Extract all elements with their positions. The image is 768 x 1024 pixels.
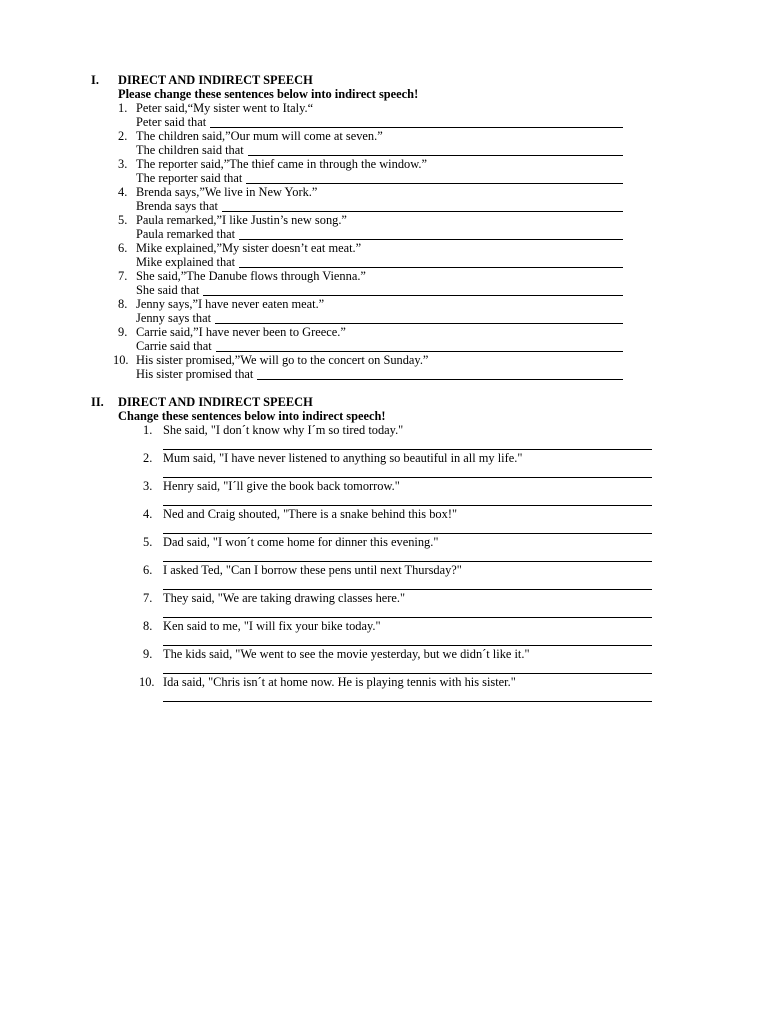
section-2-instruction: Change these sentences below into indirect speech!: [118, 409, 386, 423]
direct-speech-sentence: She said,”The Danube flows through Vienna.”: [136, 269, 366, 283]
answer-prompt: Carrie said that: [136, 339, 212, 353]
answer-prompt: The children said that: [136, 143, 244, 157]
answer-line[interactable]: [163, 589, 652, 590]
section-1-instruction: Please change these sentences below into indirect speech!: [118, 87, 419, 101]
answer-prompt: Jenny says that: [136, 311, 212, 325]
section-1-numeral: I.: [91, 73, 99, 87]
direct-speech-sentence: The kids said, "We went to see the movie yesterday, but we didn´t like it.": [163, 647, 530, 661]
item-number: 5.: [143, 535, 153, 549]
item-number: 2.: [118, 129, 128, 143]
answer-line[interactable]: [163, 449, 652, 450]
direct-speech-sentence: Jenny says,”I have never eaten meat.”: [136, 297, 325, 311]
item-number: 10.: [139, 675, 155, 689]
direct-speech-sentence: Carrie said,”I have never been to Greece.”: [136, 325, 346, 339]
direct-speech-sentence: His sister promised,”We will go to the concert on Sunday.”: [136, 353, 429, 367]
item-number: 3.: [143, 479, 153, 493]
answer-prompt: She said that: [136, 283, 200, 297]
answer-prompt: His sister promised that: [136, 367, 254, 381]
answer-blank[interactable]: [239, 239, 623, 240]
answer-blank[interactable]: [216, 351, 623, 352]
direct-speech-sentence: Brenda says,”We live in New York.”: [136, 185, 318, 199]
direct-speech-sentence: Mike explained,”My sister doesn’t eat meat.”: [136, 241, 362, 255]
item-number: 9.: [118, 325, 128, 339]
direct-speech-sentence: Ned and Craig shouted, "There is a snake behind this box!": [163, 507, 457, 521]
section-1-title: DIRECT AND INDIRECT SPEECH: [118, 73, 313, 87]
item-number: 4.: [118, 185, 128, 199]
answer-blank[interactable]: [239, 267, 623, 268]
item-number: 5.: [118, 213, 128, 227]
item-number: 7.: [118, 269, 128, 283]
item-number: 10.: [113, 353, 129, 367]
item-number: 8.: [118, 297, 128, 311]
answer-line[interactable]: [163, 673, 652, 674]
item-number: 6.: [118, 241, 128, 255]
direct-speech-sentence: Mum said, "I have never listened to anything so beautiful in all my life.": [163, 451, 523, 465]
answer-blank[interactable]: [203, 295, 623, 296]
direct-speech-sentence: Henry said, "I´ll give the book back tomorrow.": [163, 479, 400, 493]
direct-speech-sentence: Dad said, "I won´t come home for dinner this evening.": [163, 535, 439, 549]
answer-prompt: The reporter said that: [136, 171, 243, 185]
answer-prompt: Paula remarked that: [136, 227, 236, 241]
answer-prompt: Peter said that: [136, 115, 207, 129]
answer-blank[interactable]: [248, 155, 623, 156]
section-2-numeral: II.: [91, 395, 104, 409]
answer-line[interactable]: [163, 617, 652, 618]
item-number: 1.: [118, 101, 128, 115]
answer-blank[interactable]: [215, 323, 623, 324]
direct-speech-sentence: They said, "We are taking drawing classes here.": [163, 591, 406, 605]
answer-line[interactable]: [163, 505, 652, 506]
answer-line[interactable]: [163, 477, 652, 478]
answer-line[interactable]: [163, 561, 652, 562]
answer-blank[interactable]: [222, 211, 623, 212]
item-number: 9.: [143, 647, 153, 661]
direct-speech-sentence: Ken said to me, "I will fix your bike today.": [163, 619, 381, 633]
direct-speech-sentence: The children said,”Our mum will come at seven.”: [136, 129, 383, 143]
direct-speech-sentence: Ida said, "Chris isn´t at home now. He is playing tennis with his sister.": [163, 675, 516, 689]
direct-speech-sentence: The reporter said,”The thief came in through the window.”: [136, 157, 427, 171]
answer-line[interactable]: [163, 701, 652, 702]
answer-blank[interactable]: [210, 127, 623, 128]
item-number: 3.: [118, 157, 128, 171]
answer-prompt: Mike explained that: [136, 255, 236, 269]
direct-speech-sentence: Paula remarked,”I like Justin’s new song.”: [136, 213, 347, 227]
item-number: 6.: [143, 563, 153, 577]
item-number: 4.: [143, 507, 153, 521]
direct-speech-sentence: Peter said,“My sister went to Italy.“: [136, 101, 314, 115]
item-number: 8.: [143, 619, 153, 633]
answer-line[interactable]: [163, 645, 652, 646]
answer-prompt: Brenda says that: [136, 199, 218, 213]
answer-blank[interactable]: [246, 183, 623, 184]
section-2-title: DIRECT AND INDIRECT SPEECH: [118, 395, 313, 409]
answer-blank[interactable]: [257, 379, 623, 380]
item-number: 7.: [143, 591, 153, 605]
item-number: 2.: [143, 451, 153, 465]
direct-speech-sentence: I asked Ted, "Can I borrow these pens until next Thursday?": [163, 563, 462, 577]
answer-line[interactable]: [163, 533, 652, 534]
direct-speech-sentence: She said, "I don´t know why I´m so tired today.": [163, 423, 404, 437]
item-number: 1.: [143, 423, 153, 437]
